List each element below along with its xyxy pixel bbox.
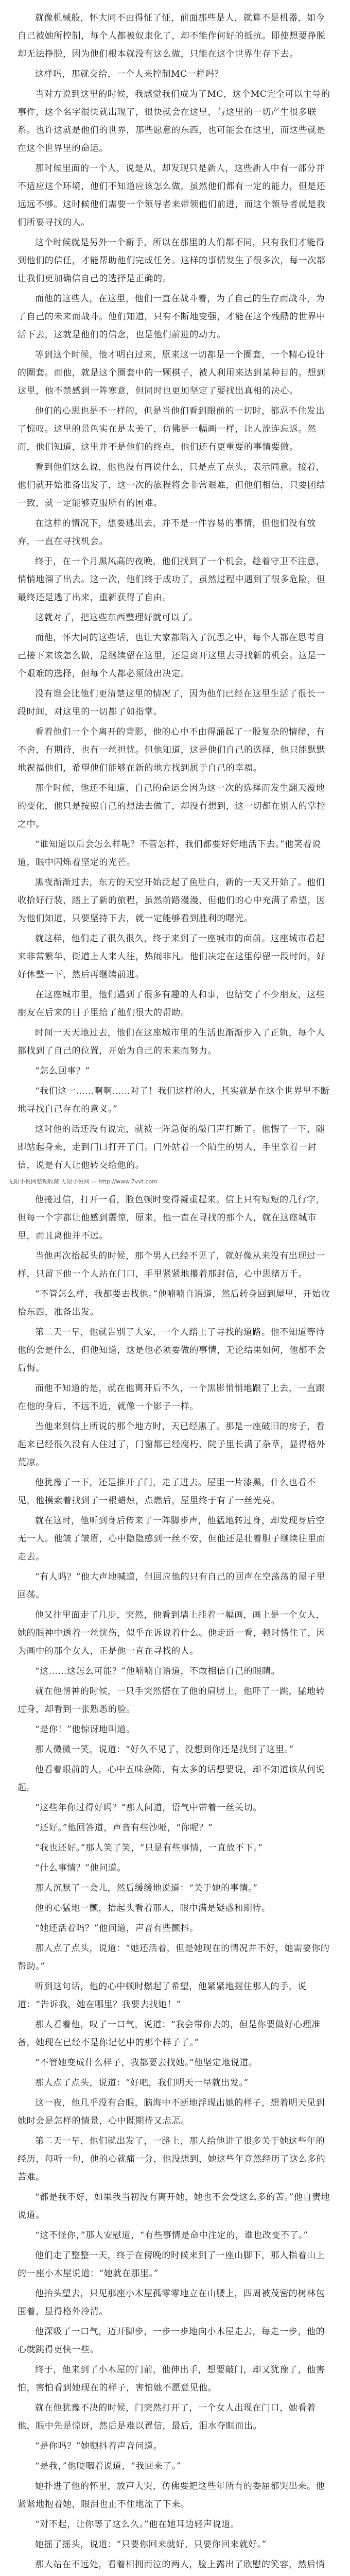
paragraph: 时间一天天地过去，他们在这座城市里的生活也渐渐步入了正轨，每个人都找到了自己的位置，开始为自己的未来而努力。 — [18, 1028, 325, 1056]
paragraph: “对不起，让你等了这么久。”他在她耳边轻声说道。 — [35, 2519, 240, 2530]
paragraph: 她摇了摇头，说道：“只要你回来就好，只要你回来就好。” — [35, 2539, 267, 2550]
paragraph: 他们的心思也是不一样的，但是当他们看到眼前的一切时，都忍不住发出了惊叹。这里的景色实在是太美了，仿佛是一幅画一样，让人流连忘返。然而，他们知道，这里并不是他们的终点，他们还有更重要的事情要做。 — [18, 406, 325, 452]
paragraph: 这个时候就是另外一个新手，所以在那里的人们都不同，只有我们才能得到他们的信任，才能帮助他们完成任务。这样的事情发生了很多次，每一次都让我们更加确信自己的选择是正确的。 — [18, 238, 326, 284]
paragraph: 第二天一早，他就告别了大家，一个人踏上了寻找的道路。他不知道等待他的会是什么，但他知道，这是他必须要做的事情，无论结果如何，他都不会后悔。 — [18, 1327, 326, 1374]
paragraph: 这时他的话还没有说完，就被一阵急促的敲门声打断了。他愣了一下，随即站起身来，走到门口打开了门。门外站着一个陌生的男人，手里拿着一封信，说是有人让他转交给他的。 — [18, 1124, 325, 1171]
paragraph: 他看着眼前的人，心中五味杂陈，有太多的话想要说，却不知道该从何说起。 — [18, 1765, 325, 1793]
paragraph: “是你吗？”她颤抖着声音问道。 — [35, 2441, 163, 2451]
paragraph: “是你！”他惊讶地叫道。 — [35, 1724, 135, 1735]
paragraph: 没有谁会比他们更清楚这里的情况了，因为他们已经在这里生活了很长一段时间，对这里的一切都了如指掌。 — [18, 689, 325, 717]
paragraph: 那人点了点头，说道：“她还活着，但是她现在的情况并不好，她需要你的帮助。” — [18, 1943, 330, 1972]
paragraph: 那人站在不远处，看着相拥而泣的两人，脸上露出了欣慰的笑容，然后悄 — [35, 2560, 325, 2570]
paragraph: 他又往里面走了几步，突然，他看到墙上挂着一幅画，画上是一个女人，她的眼神中透着一丝忧伤，似乎在诉说着什么。他走近一看，顿时愣住了，因为画中的那个女人，正是他一直在寻找的人。 — [18, 1610, 326, 1656]
paragraph: 等到这个时候，他才明白过来，原来这一切都是一个圈套，一个精心设计的圈套。而他，就是这个圈套中的一颗棋子，被人利用来达到某种目的。想到这里，他不禁感到一阵寒意，但同时也更加坚定了要找出真相的决心。 — [18, 350, 326, 396]
paragraph: 那个时候，他还不知道，自己的命运会因为这一次的选择而发生翻天覆地的变化，他只是按照自己的想法去做了，却没有想到，这一切都在别人的掌控之中。 — [18, 783, 326, 829]
paragraph: 就在他犹豫不决的时候，门突然打开了，一个女人出现在门口，她看着他，眼中先是惊讶，然后是难以置信，最后，泪水夺眶而出。 — [18, 2403, 316, 2431]
paragraph: 在这座城市里，他们遇到了很多有趣的人和事，也结交了不少朋友，这些朋友在后来的日子里给了他们很大的帮助。 — [18, 990, 325, 1018]
paragraph: “还好。”他回答道，声音有些沙哑，“你呢？” — [35, 1823, 213, 1833]
paragraph: 第二天一早，他们就出发了，一路上，那人给他讲了很多关于她这些年的经历，每听一句，他的心就痛一分，他没想到，她这些年竟然经历了这么多的苦难。 — [18, 2136, 326, 2182]
paragraph: 他深吸了一口气，迈开脚步，一步一步地向小木屋走去，每走一步，他的心就跳得更快一些。 — [18, 2327, 325, 2355]
paragraph: 那人点了点头，说道：“好吧，我们明天一早就出发。” — [35, 2078, 249, 2088]
paragraph: 那人看着他，叹了一口气，说道：“我会带你去的，但是你要做好心理准备，她现在已经不是你记忆中的那个样子了。” — [18, 2020, 321, 2048]
paragraph: 这样吗，那就交给，一个人来控制MC一样吗？ — [35, 69, 224, 79]
paragraph: “不管她变成什么样子，我都要去找她。”他坚定地说道。 — [35, 2058, 258, 2068]
paragraph: 而他，怀大同的这些话，也让大家都陷入了沉思之中，每个人都在思考自己接下来该怎么做，是继续留在这里，还是离开这里去寻找新的机会。这是一个艰难的选择，但每个人都必须做出决定。 — [18, 633, 326, 679]
paragraph: 终于，在一个月黑风高的夜晚，他们找到了一个机会，趁着守卫不注意，悄悄地溜了出去。这一次，他们终于成功了，虽然过程中遇到了很多危险，但最终还是逃了出来，重新获得了自由。 — [18, 556, 326, 603]
paragraph: “她还活着吗？”他问道，声音有些颤抖。 — [35, 1923, 199, 1934]
paragraph: 那人微微一笑，说道：“好久不见了，没想到你还是找到了这里。” — [35, 1744, 294, 1755]
paragraph: 她扑进了他的怀里，放声大哭，仿佛要把这些年所有的委屈都哭出来。他紧紧地抱着她，眼泪也止不住地流了下来。 — [18, 2481, 325, 2510]
paragraph: “有人吗？”他大声地喊道，但回应他的只有自己的回声在空荡荡的屋子里回荡。 — [18, 1572, 326, 1600]
paragraph: “都是我不好，如果我当初没有离开她，她也不会受这么多的苦。”他自责地说道。 — [18, 2192, 330, 2221]
paragraph: 黑夜渐渐过去，东方的天空开始泛起了鱼肚白，新的一天又开始了。他们收拾好行装，踏上了新的旅程，虽然前路漫漫，但他们的心中充满了希望，因为他们知道，只要坚持下去，就一定能够看到胜利的曙光。 — [18, 877, 326, 924]
paragraph: 就在他愣神的时候，一只手突然搭在了他的肩膀上，他吓了一跳，猛地转过身，却看到一张熟悉的脸。 — [18, 1686, 325, 1715]
paragraph: 当他来到信上所说的那个地方时，天已经黑了。那是一座破旧的房子，看起来已经很久没有人住过了，门窗都已经腐朽，院子里长满了杂草，显得格外荒凉。 — [18, 1421, 326, 1468]
paragraphs-container — [8, 9, 332, 2576]
paragraph: 那人沉默了一会儿，然后缓缓地说道：“关于她的事情。” — [35, 1883, 258, 1893]
paragraph: “我也还好。”那人笑了笑，“只是有些事情，一直放不下。” — [35, 1843, 263, 1853]
paragraph: 就像机械般，怀大同不由得怔了怔，前面那些是人，就算不是机器，如今自己被她所控制，每个人都被奴隶化了，却不能作何好的抵抗。即使想要挣脱却无法挣脱，因为他们根本就没有这么做，只能在这个世界生存下去。 — [18, 13, 326, 59]
paragraph: 就这样，他们走了很久很久，终于来到了一座城市的面前。这座城市看起来非常繁华，街道上人来人往，热闹非凡。他们决定在这里停留一段时间，好好休整一下，然后再继续前进。 — [18, 934, 326, 980]
paragraph: “怎么回事？” — [35, 1066, 90, 1076]
paragraph: “是我，”他哽咽着说道，“我回来了。” — [35, 2461, 182, 2471]
paragraph: 而他不知道的是，就在他离开后不久，一个黑影悄悄地跟了上去，一直跟在他的身后，不远不近，就像一个影子一样。 — [18, 1383, 325, 1412]
paragraph: 看到他们这么说，他也没有再说什么，只是点了点头，表示同意。接着，他们就开始准备出发了，这一次的旅程将会非常艰难，但他们相信，只要团结一致，就一定能够克服所有的困难。 — [18, 462, 326, 509]
paragraph: “不管怎么样，我都要去找他。”他喃喃自语道，然后转身回到屋里，开始收拾东西，准备出发。 — [18, 1289, 330, 1317]
paragraph: “这……这怎么可能？”他喃喃自语道，不敢相信自己的眼睛。 — [35, 1666, 281, 1676]
paragraph: 他抬头望去，只见那座小木屋孤零零地立在山腰上，四周被茂密的树林包围着，显得格外冷清。 — [18, 2289, 325, 2317]
paragraph: “什么事情？”他问道。 — [35, 1863, 126, 1873]
paragraph: 这就对了，把这些东西整理好就可以了。 — [35, 613, 198, 623]
paragraph: 他犹豫了一下，还是推开了门，走了进去。屋里一片漆黑，什么也看不见，他摸索着找到了一根蜡烛，点燃后，屋里终于有了一丝光亮。 — [18, 1478, 316, 1506]
paragraph: “谁知道以后会怎么样呢？不管怎样，我们都要好好地活下去。”他笑着说道，眼中闪烁着坚定的光芒。 — [18, 839, 321, 868]
paragraph: 当他再次抬起头的时候，那个男人已经不见了，就好像从来没有出现过一样，只留下他一个人站在门口，手里紧紧地攥着那封信，心中思绪万千。 — [18, 1251, 325, 1279]
paragraph: 当对方说到这里的时候，我感觉我们成为了MC，这个MC完全可以主导的事件，这个名字很快就出现了，很快就会在这里，与这里的一切产生很多联系。也许这就是他们的世界，那些愿意的东西，也可能会在这里，而这些就是在这个世界里的命运。 — [18, 89, 330, 154]
paragraph: 看着他们一个个离开的背影，他的心中不由得涌起了一股复杂的情绪，有不舍，有期待，也有一丝担忧。但他知道，这是他们自己的选择，他只能默默地祝福他们，希望他们能够在新的地方找到属于自己的幸福。 — [18, 727, 326, 773]
paragraph: 他的心猛地一颤，抬起头看着那人，眼中满是疑惑和期待。 — [35, 1903, 271, 1913]
paragraph: 在这样的情况下，想要逃出去，并不是一件容易的事情，但他们没有放弃，一直在寻找机会。 — [18, 518, 316, 547]
paragraph: “我们这一……啊啊……对了！我们这样的人，其实就是在这个世界里不断地寻找自己存在的意义。” — [18, 1086, 330, 1114]
paragraph: “这不怪你，”那人安慰道，“有些事情是命中注定的，谁也改变不了。” — [35, 2230, 308, 2241]
paragraph: 终于，他来到了小木屋的门前，他伸出手，想要敲门，却又犹豫了，他害怕，害怕看到她现在的样子，害怕她不愿意见他。 — [18, 2365, 325, 2393]
paragraph: 他接过信，打开一看，脸色顿时变得凝重起来。信上只有短短的几行字，但每一个字都让他感到震惊，原来，他一直在寻找的那个人，就在这座城市里，而且离他并不远。 — [18, 1195, 325, 1241]
paragraph: 听到这句话，他的心中顿时燃起了希望，他紧紧地握住那人的手，说道：“告诉我，她在哪里？我要去找她！” — [18, 1981, 307, 2010]
paragraph: “这些年你过得好吗？”那人问道，语气中带着一丝关切。 — [35, 1803, 262, 1813]
site-watermark: 无限小说网整理收藏 无限小说网 — http://www.7vvt.com — [8, 1178, 157, 1185]
paragraph: 而他的这些人，在这里，他们一直在战斗着，为了自己的生存而战斗，为了自己的未来而战斗。他们知道，只有不断地变强，才能在这个残酷的世界中活下去，这就是他们的信念，也是他们前进的动力。 — [18, 294, 326, 340]
paragraph: 这一夜，他几乎没有合眼，脑海中不断地浮现出她的样子，想着明天见到她时会是怎样的情景，心中既期待又忐忑。 — [18, 2098, 325, 2126]
paragraph: 他们走了整整一天，终于在傍晚的时候来到了一座山脚下，那人指着山上的一座小木屋说道：“她就在那里。” — [18, 2250, 325, 2279]
paragraph: 就在这时，他听到身后传来了一阵脚步声，他猛地转过身，却发现身后空无一人。他皱了皱眉，心中隐隐感到一丝不安，但他还是壮着胆子继续往里面走去。 — [18, 1516, 326, 1562]
paragraph: 那时候里面的一个人，说是从，却发现只是新人，这些新人中有一部分并不适应这个环境，他们不知道应该怎么做，虽然他们都有一定的能力，但是还远远不够。这时候他们需要一个领导者来带领他们前进，而这个领导者就是我们所要寻找的人。 — [18, 163, 326, 228]
